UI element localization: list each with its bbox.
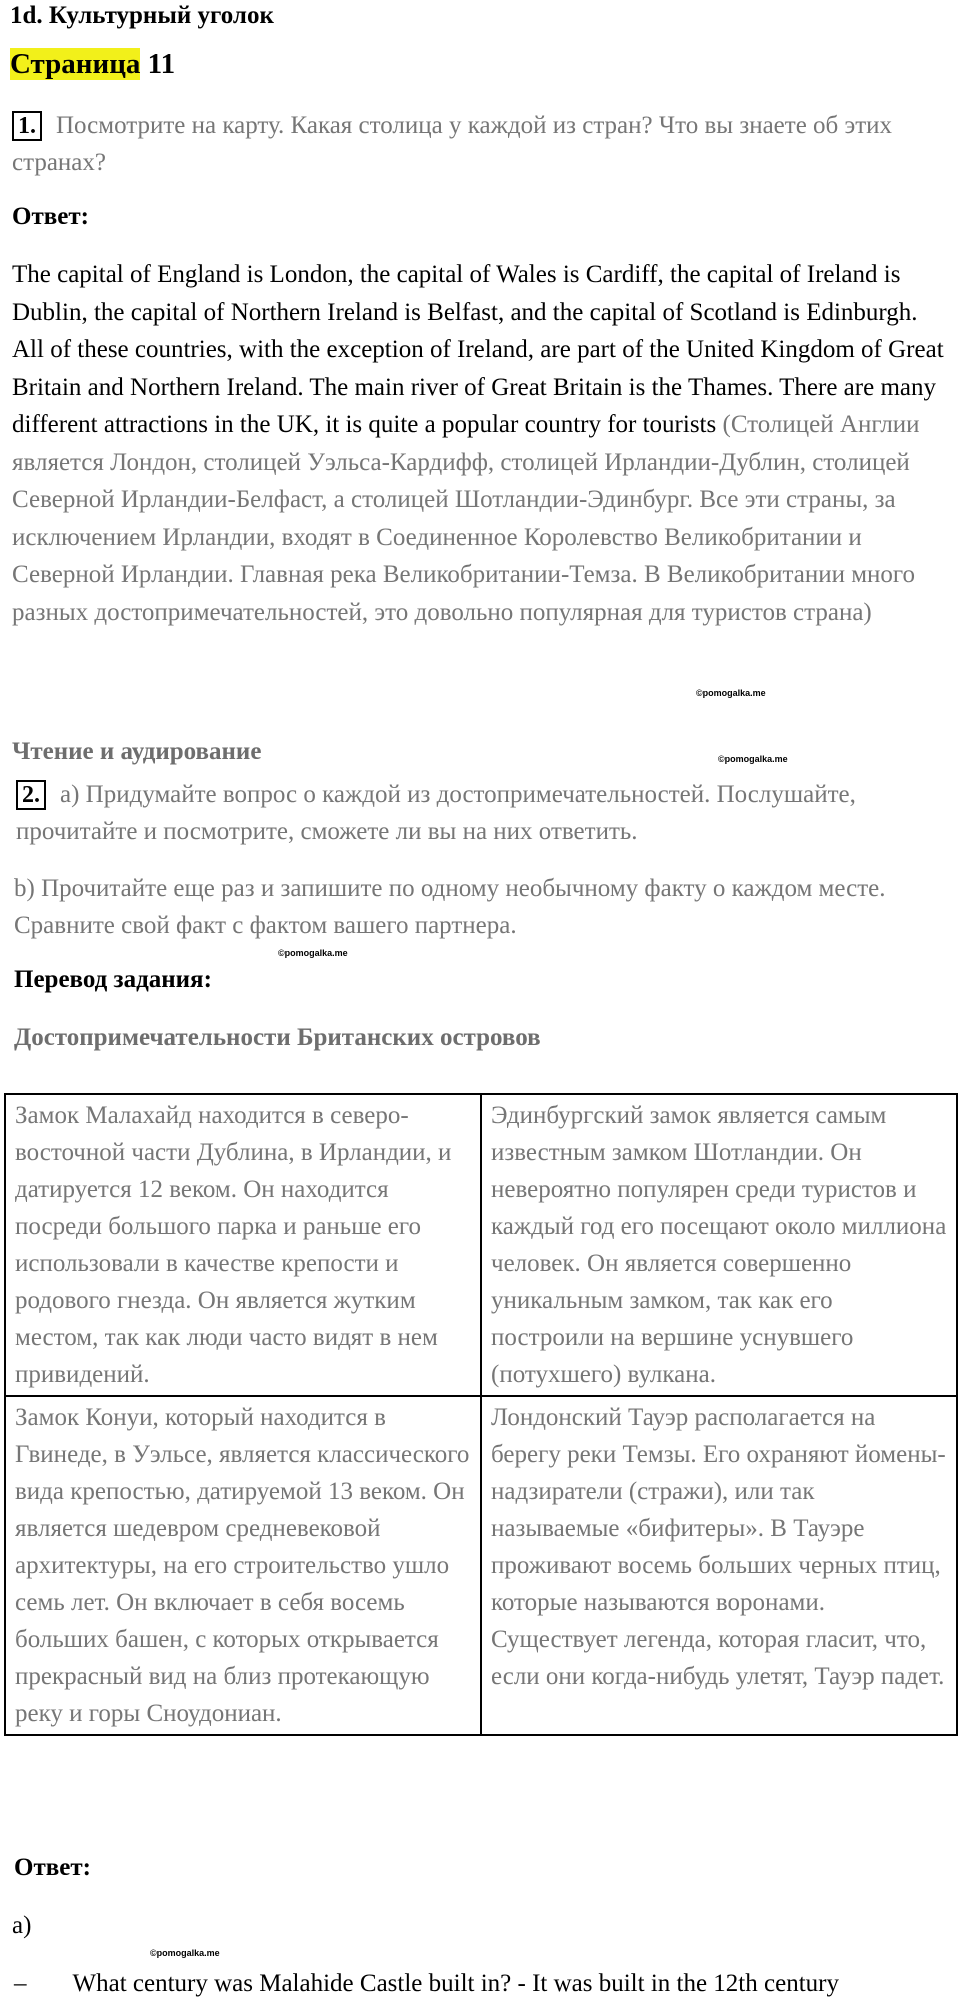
watermark: ©pomogalka.me (278, 948, 348, 958)
page-heading: 1d. Культурный уголок (10, 2, 274, 29)
sights-title: Достопримечательности Британских островов (14, 1024, 541, 1051)
answer-2-question-1 (14, 1970, 954, 1998)
sight-malahide: Замок Малахайд находится в северо-восточной части Дублина, в Ирландии, и датируется 12 веком. Он находится посреди большого парка и раньше его использовали в качестве крепости и родового гнезда. Он является жутким местом, так как люди часто видят в нем привидений. (5, 1094, 481, 1396)
page-label: Страница (10, 48, 141, 80)
task-2-part-b: b) Прочитайте еще раз и запишите по одному необычному факту о каждом месте. Сравните свой факт с фактом вашего партнера. (14, 875, 886, 939)
sight-conwy: Замок Конуи, который находится в Гвинеде, в Уэльсе, является классического вида крепостью, датируемой 13 веком. Он является шедевром средневековой архитектуры, на его строительство ушло семь лет. Он включает в себя восемь больших башен, с которых открывается прекрасный вид на близ протекающую реку и горы Сноудониан. (5, 1396, 481, 1735)
answer-2-part-label: a) (12, 1912, 32, 1939)
watermark: ©pomogalka.me (696, 688, 766, 698)
answer-2-q1-text: What century was Malahide Castle built in? - It was built in the 12th century (72, 1970, 839, 1997)
task-1-text: Посмотрите на карту. Какая столица у каждой из стран? Что вы знаете об этих странах? (12, 112, 893, 176)
answer-2-label: Ответ: (14, 1854, 91, 1881)
task-2-a-text: a) Придумайте вопрос о каждой из достопримечательностей. Послушайте, прочитайте и посмотрите, сможете ли вы на них ответить. (16, 781, 856, 845)
sight-edinburgh: Эдинбургский замок является самым известным замком Шотландии. Он невероятно популярен среди туристов и каждый год его посещают около миллиона человек. Он является совершенно уникальным замком, так как его построили на вершине уснувшего (потухшего) вулкана. (481, 1094, 957, 1396)
answer-1-text (12, 256, 950, 631)
sight-tower: Лондонский Тауэр располагается на берегу реки Темзы. Его охраняют йомены-надзиратели (стражи), или так называемые «бифитеры». В Тауэре проживают восемь больших черных птиц, которые называются воронами. Существует легенда, которая гласит, что, если они когда-нибудь улетят, Тауэр падет. (481, 1396, 957, 1735)
page-number: 11 (147, 48, 176, 80)
answer-1-russian: (Столицей Англии является Лондон, столицей Уэльса-Кардифф, столицей Ирландии-Дублин, столицей Северной Ирландии-Белфаст, а столицей Шотландии-Эдинбург. Все эти страны, за исключением Ирландии, входят в Соединенное Королевство Великобритании и Северной Ирландии. Главная река Великобритании-Темза. В Великобритании много разных достопримечательностей, это довольно популярная для туристов страна) (12, 411, 920, 626)
section-reading-title: Чтение и аудирование (12, 738, 262, 765)
answer-1-english: The capital of England is London, the capital of Wales is Cardiff, the capital of Ireland is Dublin, the capital of Northern Ireland is Belfast, and the capital of Scotland is Edinburgh. All of these countries, with the exception of Ireland, are part of the United Kingdom of Great Britain and Northern Ireland. The main river of Great Britain is the Thames. There are many different attractions in the UK, it is quite a popular country for tourists (12, 261, 944, 438)
task-2-part-a (16, 776, 952, 850)
sights-table (4, 1093, 958, 1736)
page-title (10, 48, 175, 81)
watermark: ©pomogalka.me (718, 754, 788, 764)
answer-1-label: Ответ: (12, 203, 89, 230)
task-1-number: 1. (12, 111, 42, 141)
task-2-number: 2. (16, 780, 46, 810)
translation-label: Перевод задания: (14, 966, 212, 993)
list-dash: – (14, 1970, 27, 1997)
task-1 (12, 107, 952, 181)
watermark: ©pomogalka.me (150, 1948, 220, 1958)
